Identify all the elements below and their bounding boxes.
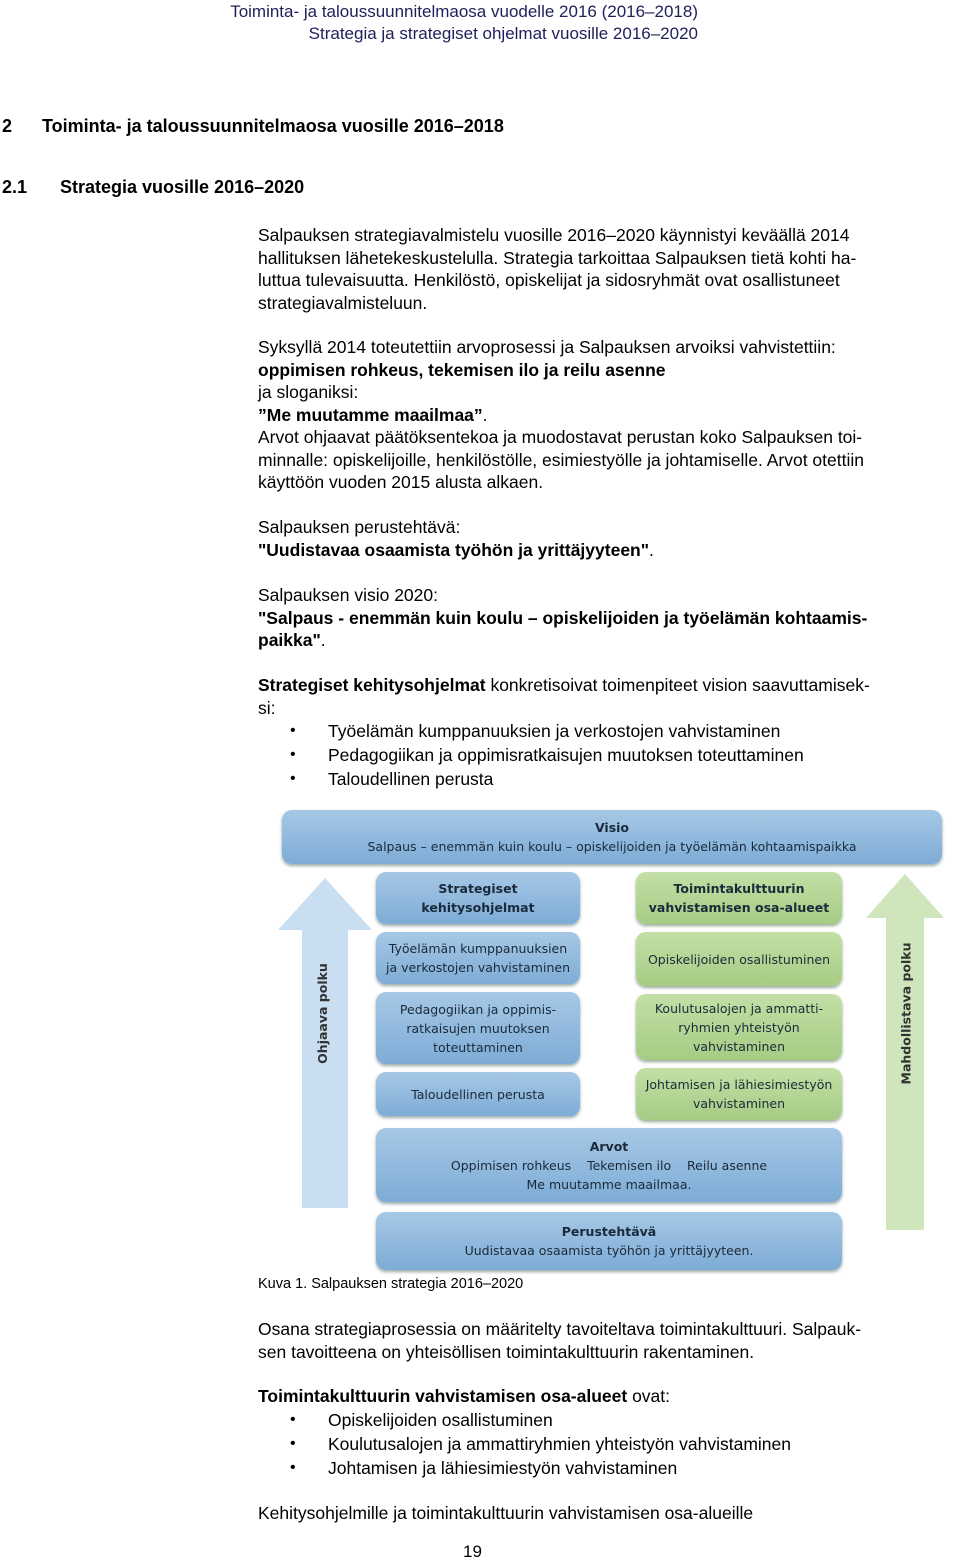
mission-label: Salpauksen perustehtävä: xyxy=(258,517,461,537)
box-text: ja verkostojen vahvistaminen xyxy=(385,960,570,975)
right-arrow-label: Mahdollistava polku xyxy=(898,942,914,1084)
mission-box-title: Perustehtävä xyxy=(561,1224,657,1239)
list-item-text: Työelämän kumppanuuksien ja verkostojen vahvistaminen xyxy=(328,721,781,741)
programs-header-box xyxy=(376,872,580,924)
figure-caption: Kuva 1. Salpauksen strategia 2016–2020 xyxy=(258,1276,524,1292)
paragraph-programs xyxy=(258,674,948,791)
text-line: ja sloganiksi: xyxy=(258,382,359,402)
left-arrow-label: Ohjaava polku xyxy=(314,962,330,1064)
section-number: 2 xyxy=(2,116,13,136)
program-box-2 xyxy=(376,992,580,1064)
vision-box-text: Salpaus – enemmän kuin koulu – opiskelijoiden ja työelämän kohtaamispaikka xyxy=(367,839,857,854)
subsection-number: 2.1 xyxy=(2,177,28,197)
text-line: hallituksen lähetekeskustelulla. Strategia tarkoittaa Salpauksen tietä kohti ha- xyxy=(258,247,857,268)
mission-text: "Uudistavaa osaamista työhön ja yrittäjyyteen" xyxy=(258,539,650,560)
values-box-slogan: Me muutamme maailmaa. xyxy=(526,1176,692,1192)
box-text: Opiskelijoiden osallistuminen xyxy=(647,951,831,967)
value-item: Tekemisen ilo xyxy=(587,1157,672,1173)
text-line: Salpauksen strategiavalmistelu vuosille 2016–2020 käynnistyi keväällä 2014 xyxy=(258,225,850,245)
text-line: si: xyxy=(258,697,276,718)
bullet-icon: • xyxy=(290,1434,296,1452)
subsection-heading xyxy=(2,177,304,198)
mission-box-text: Uudistavaa osaamista työhön ja yrittäjyyteen. xyxy=(464,1243,754,1258)
text-line: sen tavoitteena on yhteisöllisen toimintakulttuurin rakentaminen. xyxy=(258,1341,755,1362)
text-line: Syksyllä 2014 toteutettiin arvoprosessi ja Salpauksen arvoiksi vahvistettiin: xyxy=(258,337,836,357)
bullet-icon: • xyxy=(290,722,296,739)
text-line: minnalle: opiskelijoille, henkilöstölle, esimiestyölle ja johtamiselle. Arvot otettiin xyxy=(258,449,864,470)
culture-box-1 xyxy=(636,932,842,986)
list-item xyxy=(258,767,948,791)
page-number: 19 xyxy=(463,1542,482,1561)
programs-lead-rest: konkretisoivat toimenpiteet vision saavuttamisek- xyxy=(485,675,870,695)
vision-label: Salpauksen visio 2020: xyxy=(258,585,438,605)
vision-text-line1: "Salpaus - enemmän kuin koulu – opiskelijoiden ja työelämän kohtaamis- xyxy=(258,607,868,628)
box-text: kehitysohjelmat xyxy=(421,900,535,915)
list-item xyxy=(258,1432,948,1456)
list-item-text: Koulutusalojen ja ammattiryhmien yhteistyön vahvistaminen xyxy=(328,1433,792,1454)
bullet-icon: • xyxy=(290,770,296,787)
list-item-text: Johtamisen ja lähiesimiestyön vahvistaminen xyxy=(328,1457,678,1478)
section-title: Toiminta- ja taloussuunnitelmaosa vuosille 2016–2018 xyxy=(42,116,504,136)
paragraph-culture xyxy=(258,1318,948,1363)
slogan-text: ”Me muutamme maailmaa” xyxy=(258,404,483,425)
list-item xyxy=(258,719,948,743)
box-text: Työelämän kumppanuuksien xyxy=(388,941,568,956)
right-arrow-label-wrap xyxy=(878,942,934,1084)
box-text: Koulutusalojen ja ammatti- xyxy=(654,1000,824,1016)
programs-list xyxy=(258,719,948,791)
vision-text-line2: paikka" xyxy=(258,630,321,650)
paragraph-mission xyxy=(258,516,948,561)
text-line: käyttöön vuoden 2015 alusta alkaen. xyxy=(258,472,544,492)
culture-header-box xyxy=(636,872,842,924)
subsection-title: Strategia vuosille 2016–2020 xyxy=(60,177,305,197)
values-box-list xyxy=(451,1156,767,1175)
paragraph-values xyxy=(258,336,948,494)
list-item-text: Taloudellinen perusta xyxy=(328,769,494,789)
mission-box xyxy=(376,1212,842,1270)
text-line: Kehitysohjelmille ja toimintakulttuurin vahvistamisen osa-alueille xyxy=(258,1503,754,1523)
paragraph-culture-areas xyxy=(258,1385,948,1480)
box-text: ryhmien yhteistyön xyxy=(678,1019,800,1035)
text-line: Arvot ohjaavat päätöksentekoa ja muodostavat perustan koko Salpauksen toi- xyxy=(258,427,863,447)
paragraph-vision xyxy=(258,584,948,652)
values-box xyxy=(376,1128,842,1202)
left-arrow-label-wrap xyxy=(294,958,350,1068)
box-text: Johtamisen ja lähiesimiestyön xyxy=(645,1077,833,1092)
paragraph-intro xyxy=(258,224,948,314)
culture-lead-bold: Toimintakulttuurin vahvistamisen osa-alueet xyxy=(258,1386,628,1406)
bullet-icon: • xyxy=(290,1458,296,1476)
value-item: Reilu asenne xyxy=(687,1157,768,1173)
box-text: ratkaisujen muutoksen xyxy=(406,1020,550,1036)
box-text: vahvistamisen osa-alueet xyxy=(648,900,830,915)
bullet-icon: • xyxy=(290,746,296,763)
punctuation: . xyxy=(482,404,488,425)
box-text: Toimintakulttuurin xyxy=(673,881,805,896)
programs-lead-bold: Strategiset kehitysohjelmat xyxy=(258,675,486,695)
list-item-text: Opiskelijoiden osallistuminen xyxy=(328,1409,553,1430)
list-item xyxy=(258,1408,948,1432)
list-item xyxy=(258,743,948,767)
list-item xyxy=(258,1456,948,1480)
program-box-1 xyxy=(376,932,580,984)
box-text: Strategiset xyxy=(438,881,518,896)
values-text: oppimisen rohkeus, tekemisen ilo ja reilu asenne xyxy=(258,359,666,380)
box-text: vahvistaminen xyxy=(692,1038,786,1054)
punctuation: . xyxy=(320,630,326,650)
section-heading xyxy=(2,116,504,137)
culture-box-2 xyxy=(636,994,842,1060)
list-item-text: Pedagogiikan ja oppimisratkaisujen muutoksen toteuttaminen xyxy=(328,745,804,765)
vision-box-title: Visio xyxy=(594,820,630,835)
vision-box xyxy=(282,810,942,864)
culture-lead-rest: ovat: xyxy=(627,1386,671,1406)
running-header-line1: Toiminta- ja taloussuunnitelmaosa vuodelle 2016 (2016–2018) xyxy=(230,2,698,21)
culture-box-3 xyxy=(636,1068,842,1120)
bullet-icon: • xyxy=(290,1410,296,1428)
culture-areas-list xyxy=(258,1408,948,1480)
box-text: toteuttaminen xyxy=(433,1039,523,1055)
text-line: luttua tulevaisuutta. Henkilöstö, opiskelijat ja sidosryhmät ovat osallistuneet xyxy=(258,270,840,290)
text-line: strategiavalmisteluun. xyxy=(258,292,428,313)
running-header-line2: Strategia ja strategiset ohjelmat vuosille 2016–2020 xyxy=(308,24,698,43)
values-box-title: Arvot xyxy=(589,1138,629,1154)
box-text: vahvistaminen xyxy=(692,1096,786,1111)
text-line: Osana strategiaprosessia on määritelty tavoiteltava toimintakulttuuri. Salpauk- xyxy=(258,1319,862,1339)
box-text: Taloudellinen perusta xyxy=(411,1086,545,1102)
box-text: Pedagogiikan ja oppimis- xyxy=(399,1001,557,1017)
strategy-diagram xyxy=(278,808,944,1274)
program-box-3 xyxy=(376,1072,580,1116)
paragraph-final xyxy=(258,1502,948,1525)
punctuation: . xyxy=(649,539,654,560)
value-item: Oppimisen rohkeus xyxy=(450,1157,572,1173)
